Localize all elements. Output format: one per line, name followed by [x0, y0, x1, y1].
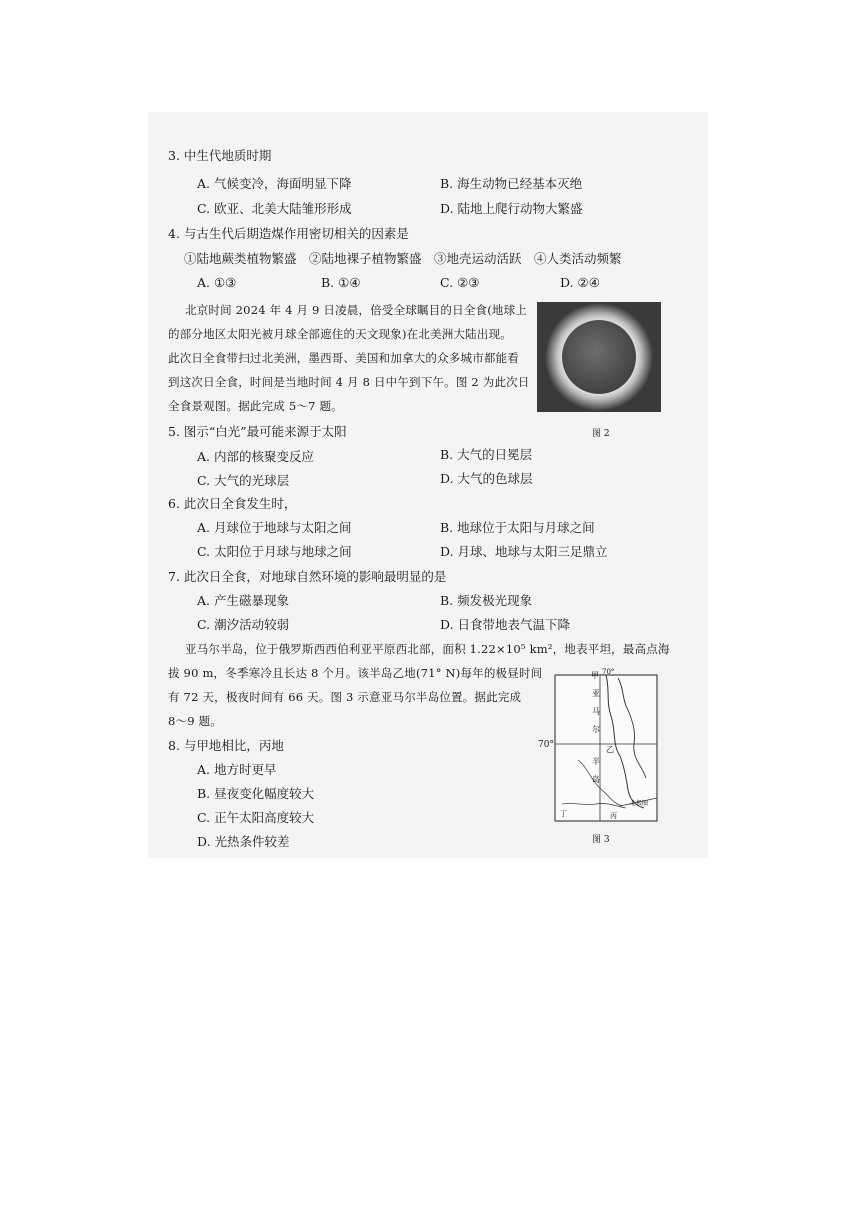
q3-stem: 3. 中生代地质时期 [168, 148, 272, 163]
q7-option-b: B. 频发极光现象 [440, 593, 533, 608]
q6-option-c: C. 太阳位于月球与地球之间 [197, 544, 352, 559]
figure3-caption: 图 3 [592, 835, 610, 845]
fig3-lat-left: 70° [538, 740, 554, 750]
q4-stem: 4. 与古生代后期造煤作用密切相关的因素是 [168, 226, 409, 241]
passage1-line5: 全食景观图。据此完成 5～7 题。 [168, 399, 343, 413]
fig3-bing-label: 丙 [610, 812, 617, 820]
q5-stem: 5. 图示“白光”最可能来源于太阳 [168, 424, 347, 439]
yamal-peninsula-map [554, 666, 658, 822]
q7-stem: 7. 此次日全食，对地球自然环境的影响最明显的是 [168, 569, 447, 584]
q3-option-b: B. 海生动物已经基本灭绝 [440, 176, 583, 191]
q7-option-d: D. 日食带地表气温下降 [440, 617, 571, 632]
q5-option-d: D. 大气的色球层 [440, 471, 533, 486]
fig3-polar-circle-label: 北极圈 [630, 800, 649, 807]
q7-option-a: A. 产生磁暴现象 [197, 593, 289, 608]
passage2-line1: 亚马尔半岛，位于俄罗斯西西伯利亚平原西北部，面积 1.22×10⁵ km²，地表平坦，最高点海 [185, 642, 670, 656]
q4-items: ①陆地蕨类植物繁盛 ②陆地裸子植物繁盛 ③地壳运动活跃 ④人类活动频繁 [184, 251, 622, 266]
q8-option-d: D. 光热条件较差 [197, 834, 290, 849]
q3-option-d: D. 陆地上爬行动物大繁盛 [440, 201, 583, 216]
fig3-ding-label: 丁 [560, 810, 567, 818]
q6-stem: 6. 此次日全食发生时， [168, 496, 297, 511]
fig3-jia-label: 甲 [591, 671, 599, 680]
q5-option-c: C. 大气的光球层 [197, 473, 290, 488]
fig3-dao-label: 岛 [592, 775, 600, 784]
q8-option-b: B. 昼夜变化幅度较大 [197, 786, 315, 801]
q6-option-b: B. 地球位于太阳与月球之间 [440, 520, 595, 535]
q4-option-b: B. ①④ [321, 275, 361, 290]
q6-option-a: A. 月球位于地球与太阳之间 [197, 520, 352, 535]
solar-eclipse-image [537, 302, 661, 412]
q4-option-c: C. ②③ [440, 275, 480, 290]
fig3-ban-label: 半 [592, 757, 600, 766]
passage1-line3: 此次日全食带扫过北美洲，墨西哥、美国和加拿大的众多城市都能看 [168, 351, 519, 365]
passage2-line3: 有 72 天，极夜时间有 66 天。图 3 示意亚马尔半岛位置。据此完成 [168, 690, 522, 704]
q7-option-c: C. 潮汐活动较弱 [197, 617, 290, 632]
fig3-er-label: 尔 [592, 725, 600, 734]
q5-option-a: A. 内部的核聚变反应 [197, 449, 314, 464]
fig3-ya-label: 亚 [592, 689, 600, 698]
q4-option-a: A. ①③ [197, 275, 237, 290]
fig3-yi-label: 乙 [606, 745, 614, 754]
passage1-line2: 的部分地区太阳光被月球全部遮住的天文现象)在北美洲大陆出现。 [168, 327, 512, 341]
q8-option-a: A. 地方时更早 [197, 762, 277, 777]
q4-option-d: D. ②④ [560, 275, 600, 290]
passage2-line4: 8～9 题。 [168, 714, 222, 728]
q8-stem: 8. 与甲地相比，丙地 [168, 738, 284, 753]
q5-option-b: B. 大气的日冕层 [440, 447, 533, 462]
fig3-lat-top: 70° [602, 668, 615, 676]
q3-option-c: C. 欧亚、北美大陆雏形形成 [197, 201, 352, 216]
q3-option-a: A. 气候变冷，海面明显下降 [197, 176, 352, 191]
figure2-caption: 图 2 [592, 429, 610, 439]
passage1-line4: 到这次日全食，时间是当地时间 4 月 8 日中午到下午。图 2 为此次日 [168, 375, 530, 389]
q8-option-c: C. 正午太阳高度较大 [197, 810, 315, 825]
passage1-line1: 北京时间 2024 年 4 月 9 日凌晨，倍受全球瞩目的日全食(地球上 [185, 303, 528, 317]
passage2-line2: 拔 90 m，冬季寒冷且长达 8 个月。该半岛乙地(71° N)每年的极昼时间 [168, 666, 543, 680]
q6-option-d: D. 月球、地球与太阳三足鼎立 [440, 544, 608, 559]
fig3-ma-label: 马 [592, 707, 600, 716]
